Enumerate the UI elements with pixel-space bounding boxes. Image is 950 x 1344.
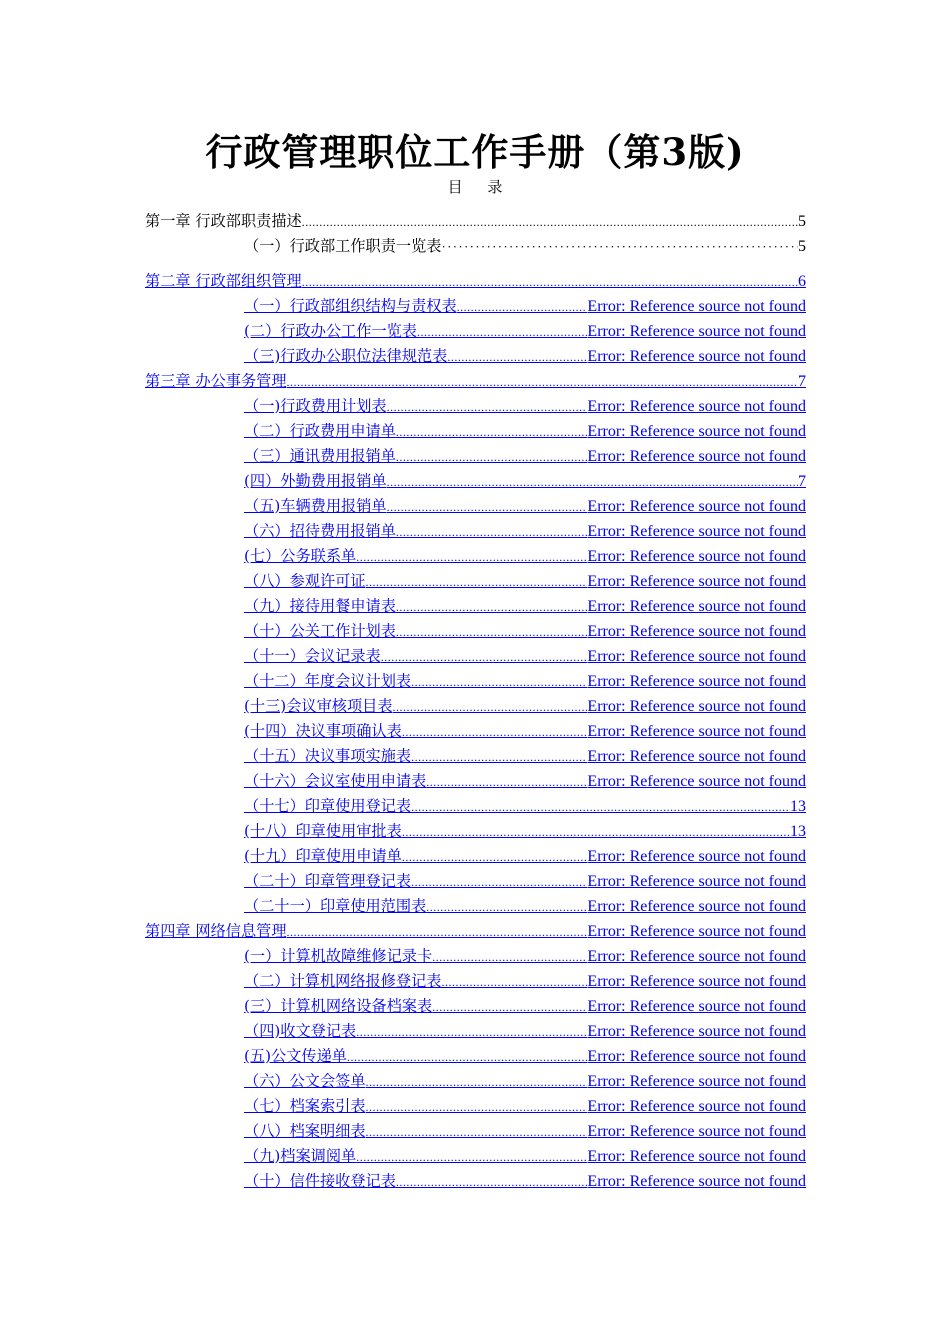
toc-entry-label: （二十）印章管理登记表 <box>244 872 412 890</box>
toc-leader-dots <box>396 620 588 644</box>
toc-entry[interactable] <box>0 819 950 844</box>
toc-entry-label: 第二章 行政部组织管理 <box>145 272 302 290</box>
toc-leader-dots <box>366 1095 588 1119</box>
toc-entry[interactable] <box>0 344 950 369</box>
toc-leader-dots <box>411 745 587 769</box>
toc-leader-dots <box>411 670 587 694</box>
toc-page-number: Error: Reference source not found <box>587 523 806 540</box>
toc-entry-label: （十七）印章使用登记表 <box>244 797 412 815</box>
toc-entry[interactable] <box>0 1019 950 1044</box>
toc-entry-label: （三）通讯费用报销单 <box>244 447 396 465</box>
toc-leader-dots <box>387 470 798 494</box>
toc-entry[interactable] <box>0 744 950 769</box>
toc-entry[interactable] <box>0 294 950 319</box>
toc-page-number: 13 <box>790 798 806 815</box>
toc-entry[interactable] <box>0 719 950 744</box>
toc-entry[interactable] <box>0 544 950 569</box>
toc-page-number: Error: Reference source not found <box>587 298 806 315</box>
toc-page-number: Error: Reference source not found <box>587 698 806 715</box>
toc-leader-dots <box>366 570 588 594</box>
toc-entry[interactable] <box>0 394 950 419</box>
toc-page-number: 13 <box>790 823 806 840</box>
toc-entry-label: （二）行政费用申请单 <box>244 422 396 440</box>
toc-page-number: Error: Reference source not found <box>587 323 806 340</box>
toc-leader-dots <box>356 1145 587 1169</box>
toc-page-number: Error: Reference source not found <box>587 998 806 1015</box>
toc-leader-dots <box>356 1020 587 1044</box>
toc-entry[interactable] <box>0 1169 950 1194</box>
toc-entry-label: (三）计算机网络设备档案表 <box>244 997 433 1015</box>
toc-page-number: Error: Reference source not found <box>587 448 806 465</box>
toc-entry-label: (十四）决议事项确认表 <box>244 722 402 740</box>
toc-entry[interactable] <box>0 769 950 794</box>
toc-entry-label: 第三章 办公事务管理 <box>145 372 287 390</box>
toc-entry[interactable] <box>0 419 950 444</box>
toc-entry-label: （十五）决议事项实施表 <box>244 747 412 765</box>
toc-leader-dots <box>402 820 790 844</box>
toc-leader-dots <box>387 495 588 519</box>
toc-leader-dots <box>287 920 588 944</box>
toc-entry-label: (五)公文传递单 <box>244 1047 347 1065</box>
toc-leader-dots <box>302 210 798 234</box>
toc-page-number: Error: Reference source not found <box>587 1023 806 1040</box>
toc-entry-label: （八）参观许可证 <box>244 572 366 590</box>
toc-entry-label: （二）计算机网络报修登记表 <box>244 972 442 990</box>
toc-entry[interactable] <box>0 1119 950 1144</box>
toc-entry-label: （一）行政部组织结构与责权表 <box>244 297 457 315</box>
toc-leader-dots <box>411 795 790 819</box>
toc-page-number: Error: Reference source not found <box>587 673 806 690</box>
toc-page-number: Error: Reference source not found <box>587 723 806 740</box>
toc-gap <box>0 259 950 269</box>
toc-entry[interactable] <box>0 469 950 494</box>
toc-entry-label: （四)收文登记表 <box>244 1022 357 1040</box>
toc-entry-label: (十三)会议审核项目表 <box>244 697 393 715</box>
toc-leader-dots <box>417 320 587 344</box>
toc-entry-label: 第四章 网络信息管理 <box>145 922 287 940</box>
toc-leader-dots <box>396 1170 588 1194</box>
toc-leader-dots <box>396 520 588 544</box>
toc-heading: 目 录 <box>447 178 513 196</box>
toc-entry-label: （七）档案索引表 <box>244 1097 366 1115</box>
toc-leader-dots <box>432 945 587 969</box>
toc-entry[interactable] <box>0 694 950 719</box>
toc-entry-label: （六）公文会签单 <box>244 1072 366 1090</box>
toc-leader-dots <box>441 234 798 259</box>
toc-page-number: Error: Reference source not found <box>587 898 806 915</box>
toc-entry[interactable] <box>0 1144 950 1169</box>
toc-entry[interactable] <box>0 494 950 519</box>
toc-entry[interactable] <box>0 994 950 1019</box>
toc-leader-dots <box>347 1045 587 1069</box>
toc-leader-dots <box>366 1120 588 1144</box>
toc-entry-label: （八）档案明细表 <box>244 1122 366 1140</box>
toc-entry[interactable] <box>0 619 950 644</box>
toc-leader-dots <box>447 345 587 369</box>
toc-page-number: Error: Reference source not found <box>587 1048 806 1065</box>
toc-entry[interactable] <box>0 669 950 694</box>
toc-entry[interactable] <box>0 369 950 394</box>
toc-entry[interactable] <box>0 969 950 994</box>
toc-entry-label: （二十一）印章使用范围表 <box>244 897 427 915</box>
toc-leader-dots <box>396 595 588 619</box>
toc-page-number: Error: Reference source not found <box>587 748 806 765</box>
toc-entry-label: (二）行政办公工作一览表 <box>244 322 417 340</box>
toc-leader-dots <box>441 970 587 994</box>
toc-page-number: Error: Reference source not found <box>587 398 806 415</box>
toc-entry-label: (四）外勤费用报销单 <box>244 472 387 490</box>
toc-leader-dots <box>366 1070 588 1094</box>
toc-entry[interactable] <box>0 794 950 819</box>
toc-entry-label: （十二）年度会议计划表 <box>244 672 412 690</box>
toc-entry-label: （十）公关工作计划表 <box>244 622 396 640</box>
toc-entry-label: 第一章 行政部职责描述 <box>145 212 302 230</box>
toc-entry-label: （九）接待用餐申请表 <box>244 597 396 615</box>
toc-page-number: Error: Reference source not found <box>587 423 806 440</box>
toc-leader-dots <box>432 995 587 1019</box>
toc-page-number: Error: Reference source not found <box>587 1123 806 1140</box>
toc-entry-label: （一)行政费用计划表 <box>244 397 387 415</box>
toc-entry[interactable] <box>0 844 950 869</box>
toc-page-number: Error: Reference source not found <box>587 923 806 940</box>
toc-entry-label: (十八）印章使用审批表 <box>244 822 402 840</box>
toc-entry-label: （十六）会议室使用申请表 <box>244 772 427 790</box>
toc-page-number: Error: Reference source not found <box>587 1073 806 1090</box>
toc-page-number: Error: Reference source not found <box>587 623 806 640</box>
toc-entry[interactable] <box>0 944 950 969</box>
toc-entry[interactable] <box>0 444 950 469</box>
toc-entry[interactable] <box>0 319 950 344</box>
toc-entry[interactable] <box>0 594 950 619</box>
toc-leader-dots <box>402 720 588 744</box>
toc-page-number: 5 <box>798 238 806 255</box>
toc-leader-dots <box>396 445 588 469</box>
toc-page-number: Error: Reference source not found <box>587 848 806 865</box>
toc-entry[interactable] <box>0 919 950 944</box>
toc-page-number: Error: Reference source not found <box>587 973 806 990</box>
toc-page-number: 5 <box>798 213 806 230</box>
toc-entry[interactable] <box>0 519 950 544</box>
toc-entry-label: (一）计算机故障维修记录卡 <box>244 947 433 965</box>
toc-entry-label: （五)车辆费用报销单 <box>244 497 387 515</box>
toc-entry-label: (十九）印章使用申请单 <box>244 847 402 865</box>
toc-leader-dots <box>426 895 587 919</box>
toc-leader-dots <box>402 845 588 869</box>
toc-page-number: Error: Reference source not found <box>587 773 806 790</box>
toc-entry-label: (七）公务联系单 <box>244 547 357 565</box>
toc-leader-dots <box>411 870 587 894</box>
toc-entry <box>0 234 950 259</box>
toc-page-number: Error: Reference source not found <box>587 1173 806 1190</box>
toc-entry[interactable] <box>0 644 950 669</box>
toc-group-linked <box>0 269 950 1194</box>
toc-entry-label: （三)行政办公职位法律规范表 <box>244 347 448 365</box>
toc-page-number: 7 <box>798 373 806 390</box>
toc-page-number: Error: Reference source not found <box>587 873 806 890</box>
table-of-contents <box>0 209 950 1194</box>
toc-entry-label: （十）信件接收登记表 <box>244 1172 396 1190</box>
toc-leader-dots <box>387 395 588 419</box>
toc-entry[interactable] <box>0 869 950 894</box>
toc-page-number: 7 <box>798 473 806 490</box>
toc-entry <box>0 209 950 234</box>
toc-entry[interactable] <box>0 1044 950 1069</box>
toc-page-number: 6 <box>798 273 806 290</box>
toc-entry[interactable] <box>0 1069 950 1094</box>
toc-page-number: Error: Reference source not found <box>587 573 806 590</box>
toc-entry[interactable] <box>0 1094 950 1119</box>
toc-page-number: Error: Reference source not found <box>587 598 806 615</box>
toc-entry[interactable] <box>0 569 950 594</box>
toc-leader-dots <box>393 695 588 719</box>
toc-page-number: Error: Reference source not found <box>587 548 806 565</box>
toc-page-number: Error: Reference source not found <box>587 1148 806 1165</box>
toc-page-number: Error: Reference source not found <box>587 348 806 365</box>
document-title: 行政管理职位工作手册（第3版) <box>205 130 745 174</box>
toc-page-number: Error: Reference source not found <box>587 948 806 965</box>
toc-entry-label: （九)档案调阅单 <box>244 1147 357 1165</box>
toc-leader-dots <box>287 370 798 394</box>
toc-entry[interactable] <box>0 269 950 294</box>
toc-leader-dots <box>426 770 587 794</box>
toc-entry-label: （十一）会议记录表 <box>244 647 381 665</box>
toc-entry-label: （六）招待费用报销单 <box>244 522 396 540</box>
toc-entry-label: （一）行政部工作职责一览表 <box>244 237 442 255</box>
toc-leader-dots <box>457 295 588 319</box>
toc-page-number: Error: Reference source not found <box>587 498 806 515</box>
toc-entry[interactable] <box>0 894 950 919</box>
toc-page-number: Error: Reference source not found <box>587 648 806 665</box>
toc-leader-dots <box>396 420 588 444</box>
toc-page-number: Error: Reference source not found <box>587 1098 806 1115</box>
toc-leader-dots <box>381 645 588 669</box>
toc-leader-dots <box>302 270 798 294</box>
toc-leader-dots <box>356 545 587 569</box>
toc-group-plain <box>0 209 950 259</box>
